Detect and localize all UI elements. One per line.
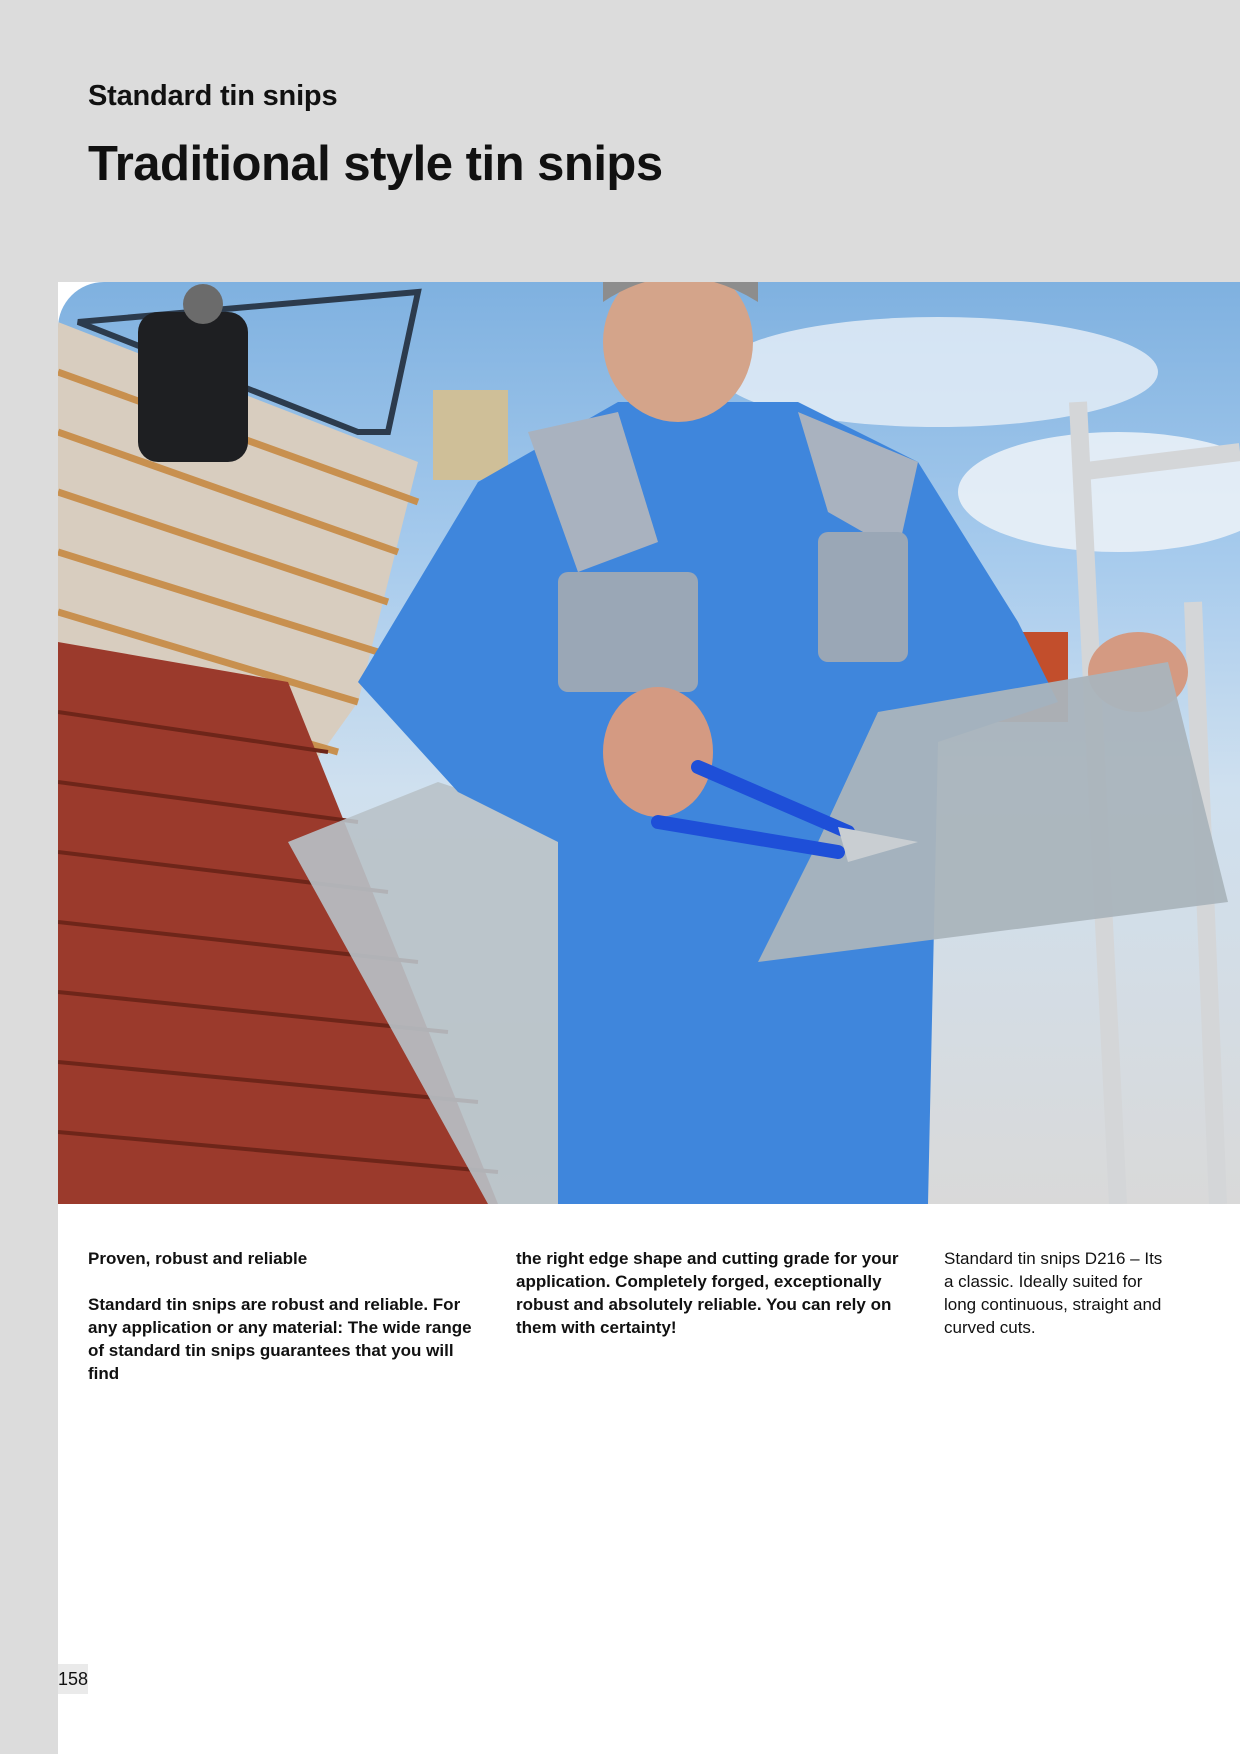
page-title: Traditional style tin snips: [88, 137, 663, 191]
text-column-right: [944, 1247, 1174, 1339]
chest-pocket: [818, 532, 908, 662]
intro-body: Standard tin snips are robust and reliable. For any application or any material: The wide range of standard tin snips guarantees that you will find: [88, 1295, 472, 1383]
section-subtitle: Standard tin snips: [88, 80, 338, 112]
roofer-figure: [138, 312, 248, 462]
left-margin-strip: [0, 0, 58, 1754]
text-column-left: [88, 1247, 478, 1385]
hero-photo: [58, 282, 1240, 1204]
text-column-middle: [516, 1247, 916, 1339]
chimney: [433, 390, 508, 480]
page-number: 158: [58, 1664, 88, 1694]
intro-continued: the right edge shape and cutting grade for your application. Completely forged, exceptionally robust and absolutely reliable. You can rely on them with certainty!: [516, 1249, 899, 1337]
intro-heading: Proven, robust and reliable: [88, 1249, 308, 1268]
chest-pocket: [558, 572, 698, 692]
worker-hand: [603, 687, 713, 817]
photo-caption: Standard tin snips D216 – Its a classic. Ideally suited for long continuous, straight and curved cuts.: [944, 1249, 1163, 1337]
roofer-head: [183, 284, 223, 324]
worker-face: [603, 282, 753, 422]
photo-illustration: [58, 282, 1240, 1204]
